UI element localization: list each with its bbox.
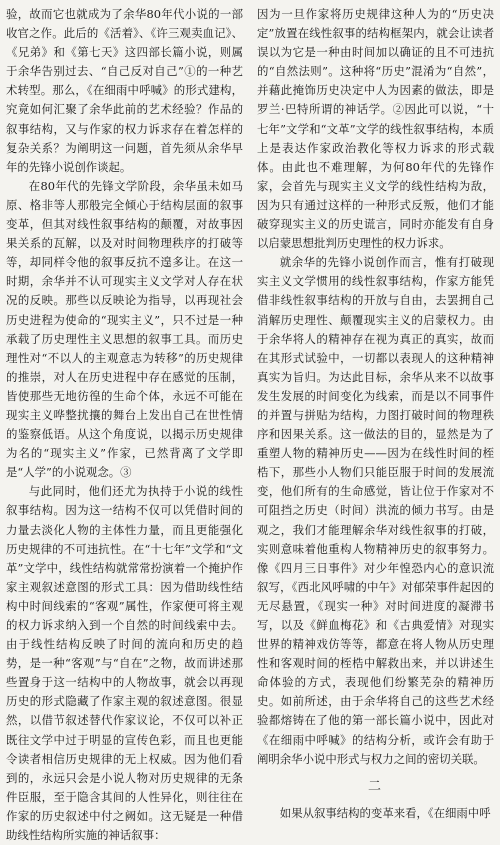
two-column-layout	[6, 5, 494, 843]
left-column	[6, 5, 243, 843]
paragraph: 与此同时，他们还尤为执持于小说的线性叙事结构。因为这一结构不仅可以凭借时间的力量去淡化人物的主体性力量，而且更能强化历史规律的不可违抗性。在“十七年”文学和“文革”文学中，线性结构就常常扮演着一个掩护作家主观叙述意图的形式工具：因为借助线性结构中时间线索的“客观”属性，作家便可将主观的权力诉求纳入到一个自然的时间线索中去。由于线性结构反映了时间的流向和历史的趋势，是一种“客观”与“自在”之物，故而讲述那些置身于这一结构中的人物故事，就会以再现历史的形式隐藏了作家主观的叙述意图。很显然，以借节叙述替代作家议论，不仅可以补正既往文学中过于明显的宣传色彩，而且也更能令读者相信历史规律的无上权威。因为他们看到的，永远只会是小说人物对历史规律的无条件臣服，至于隐含其间的人性异化，则往往在作家的历史叙述中付之阙如。这无疑是一种借助线性结构所实施的神话叙事：	[6, 484, 243, 843]
paragraph: 就余华的先锋小说创作而言，惟有打破现实主义文学惯用的线性叙事结构，作家方能凭借非线性叙事结构的开放与自由，去罢拥自己消解历史理性、颠覆现实主义的启蒙权力。由于余华将人的精神存在视为真正的真实，故而在其形式试验中，一切都以表现人的这种精神真实为旨归。为达此目标，余华从来不以故事发生发展的时间变化为线索，而是以不同事件的并置与拼贴为结构，力图打破时间的物理秩序和因果关系。这一做法的目的，显然是为了重塑人物的精神历史——因为在线性时间的桎梏下，那些小人物们只能臣服于时间的发展流变，他们所有的生命感觉，皆让位于作家对不可阻挡之历史（时间）洪流的倾力书写。由是观之，我们才能理解余华对线性叙事的打破，实则意味着他重构人物精神历史的叙事努力。像《四月三日事件》对少年惶恐内心的意识流叙写，《西北风呼啸的中午》对郁荣事件起因的无尽悬置，《现实一种》对时间进度的凝滞书写，以及《鲜血梅花》和《古典爱情》对现实世界的精神戏仿等等，都意在将人物从历史理性和客观时间的桎梏中解救出来，并以讲述生命体验的方式，表现他们纷繁芜杂的精神历史。如前所述，由于余华将自己的这些艺术经验都熔铸在了他的第一部长篇小说中，因此对《在细雨中呼喊》的结构分析，或许会有助于阐明余华小说中形式与权力之间的密切关联。	[257, 255, 494, 766]
paragraph: 如果从叙事结构的变革来看，《在细雨中呼	[279, 805, 491, 820]
right-column	[257, 5, 494, 820]
paragraph: 在80年代的先锋文学阶段，余华虽未如马原、格非等人那般完全倾心于结构层面的叙事变革，但其对线性叙事结构的颠覆，对故事因果关系的瓦解，以及对时间物理秩序的打破等等，却同样令他的叙事反抗不遑多让。在这一时期，余华并不认可现实主义文学对人存在状况的反映。那些以反映论为指导，以再现社会历史进程为使命的“现实主义”，只不过是一种承载了历史理性主义思想的叙事工具。而历史理性对“不以人的主观意志为转移”的历史规律的推崇，对人在历史进程中存在感觉的压制，皆使那些无地彷徨的生命个体，永远不可能在现实主义哗整扰攘的舞台上发出自己在世性情的鉴察低语。从这个角度说，以揭示历史规律为名的“现实主义”作家，已然背离了文学即是“人学”的小说观念。③	[6, 178, 243, 480]
section-heading: 二	[367, 778, 383, 794]
paragraph: 验，故而它也就成为了余华80年代小说的一部收官之作。此后的《活着》、《许三观卖血记》、《兄弟》和《第七天》这四部长篇小说，则属于余华告别过去、“自己反对自己”①的一种艺术转型。那么，《在细雨中呼喊》的形式建构，究竟如何汇聚了余华此前的艺术经验？作品的叙事结构，又与作家的权力诉求存在着怎样的复杂关系？为阐明这一问题，首先须从余华早年的先锋小说创作谈起。	[6, 7, 243, 174]
paragraph: 因为一旦作家将历史规律这种人为的“历史决定”放置在线性叙事的结构框架内，就会让读者误以为它是一种由时间加以确证的且不可违抗的“自然法则”。这种将“历史”混淆为“自然”，并藉此掩饰历史决定中人为因素的做法，即是罗兰·巴特所谓的神话学。②因此可以说，“十七年”文学和“文革”文学的线性叙事结构，本质上是表达作家政治教化等权力诉求的形式载体。由此也不难理解，为何80年代的先锋作家，会首先与现实主义文学的线性结构为敌，因为只有通过这样的一种形式反叛，他们才能破穿现实主义的历史谎言，同时亦能发有自身以启蒙思想批判历史理性的权力诉求。	[257, 7, 494, 251]
